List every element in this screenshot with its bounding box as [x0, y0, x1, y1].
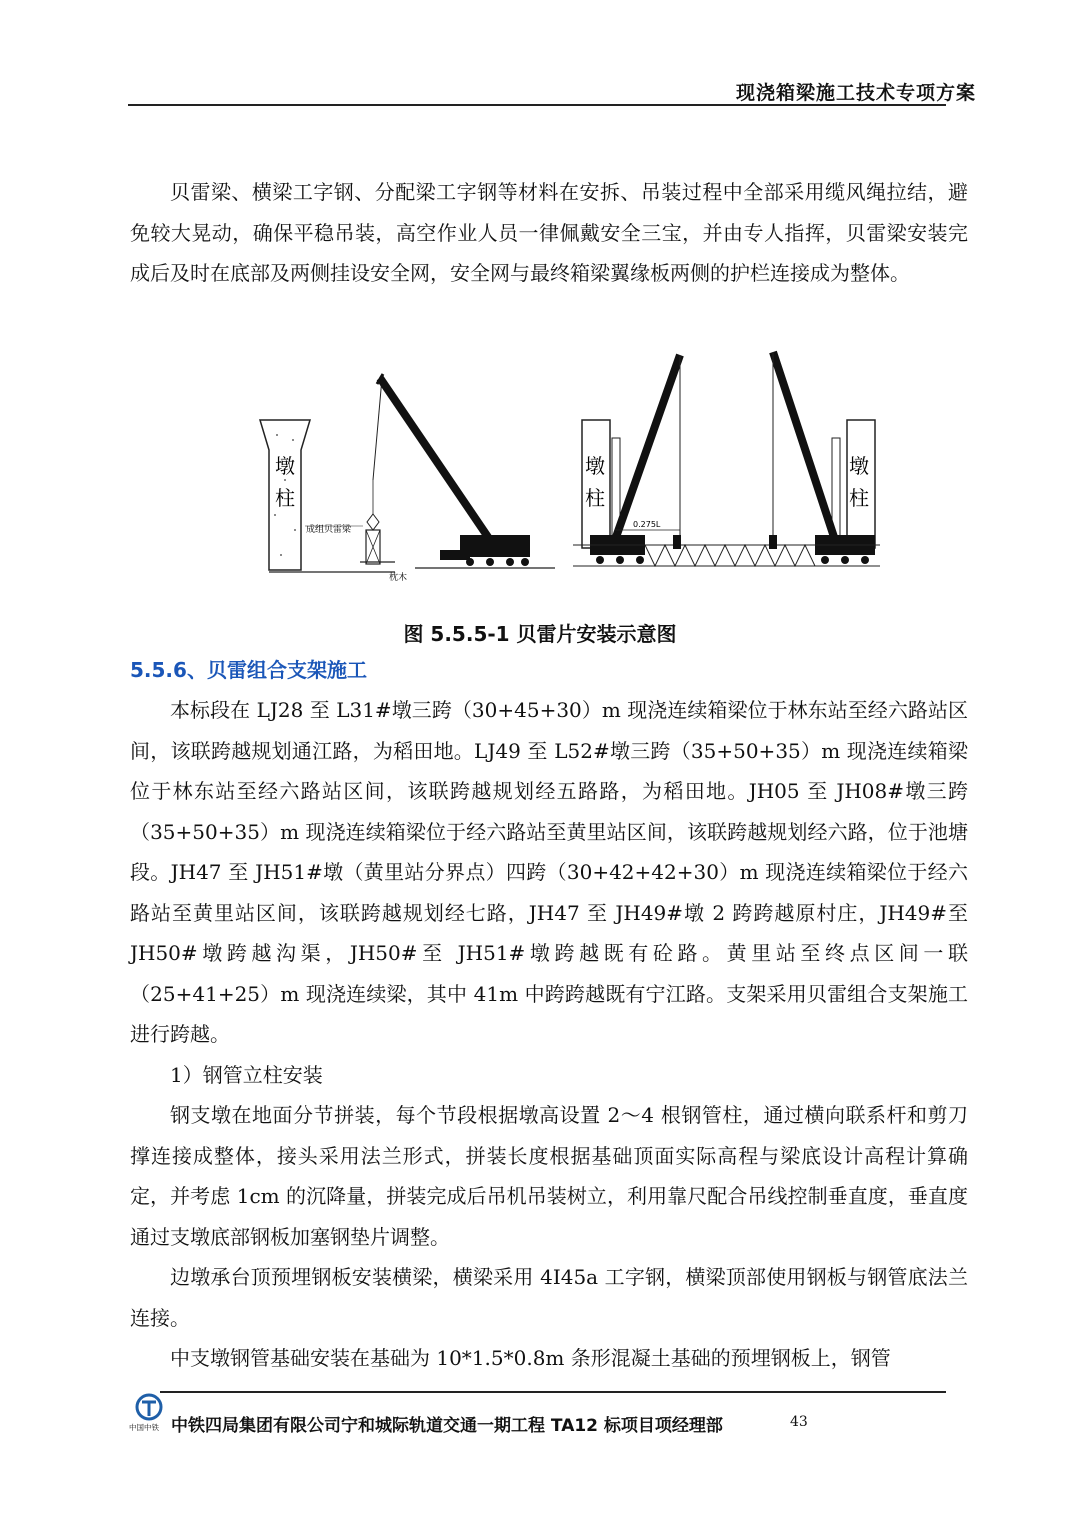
section-body — [130, 690, 968, 1379]
figure-caption: 图 5.5.5-1 贝雷片安装示意图 — [403, 622, 677, 646]
right-pier — [847, 420, 875, 548]
header-divider — [128, 104, 946, 106]
company-logo — [128, 1392, 170, 1432]
mid-crane-boom — [615, 355, 680, 540]
intro-paragraph: 贝雷梁、横梁工字钢、分配梁工字钢等材料在安拆、吊装过程中全部采用缆风绳拉结，避免较大晃动，确保平稳吊装，高空作业人员一律佩戴安全三宝，并由专人指挥，贝雷梁安装完成后及时在底部及两侧挂设安全网，安全网与最终箱梁翼缘板两侧的护栏连接成为整体。 — [130, 180, 968, 285]
mid-pier-label-2: 柱 — [585, 486, 605, 510]
sleeper-label: 枕木 — [389, 573, 408, 583]
logo-text: 中国中铁 — [129, 1423, 159, 1432]
left-crane-boom — [380, 378, 490, 540]
mid-pier-label-1: 墩 — [585, 454, 605, 478]
hoist-cable — [373, 378, 382, 480]
right-pier-label-1: 墩 — [849, 454, 869, 478]
assembled-beam-label: 成组贝雷梁 — [306, 525, 352, 535]
section-paragraph-4: 中支墩钢管基础安装在基础为 10*1.5*0.8m 条形混凝土基础的预埋钢板上，钢管 — [170, 1346, 891, 1370]
left-crane-body — [460, 535, 530, 557]
section-paragraph-3: 边墩承台顶预埋钢板安装横梁，横梁采用 4I45a 工字钢，横梁顶部使用钢板与钢管底法兰连接。 — [130, 1265, 968, 1330]
mid-pier — [582, 420, 610, 548]
header-title: 现浇箱梁施工技术专项方案 — [735, 82, 976, 104]
footer-company-name: 中铁四局集团有限公司宁和城际轨道交通一期工程 TA12 标项目项经理部 — [171, 1416, 723, 1436]
intro-block — [130, 172, 968, 294]
page-number: 43 — [790, 1414, 808, 1430]
footer-divider — [160, 1391, 946, 1393]
section-heading: 5.5.6、贝雷组合支架施工 — [130, 658, 367, 682]
distance-label: 0.275L — [633, 520, 661, 529]
section-subheading-1: 1）钢管立柱安装 — [170, 1062, 323, 1087]
section-paragraph-2: 钢支墩在地面分节拼装，每个节段根据墩高设置 2～4 根钢管柱，通过横向联系杆和剪刀撑连接成整体，接头采用法兰形式，拼装长度根据基础顶面实际高程与梁底设计高程计算确定，并考虑 1cm 的沉降量，拼装完成后吊机吊装树立，利用靠尺配合吊线控制垂直度，垂直度通过支墩底部钢板加塞钢垫片调整。 — [130, 1103, 968, 1249]
right-pier-label-2: 柱 — [849, 486, 869, 510]
left-pier-label-1: 墩 — [275, 454, 295, 478]
right-crane-boom — [773, 352, 835, 540]
left-pier-label-2: 柱 — [275, 486, 295, 510]
bailey-installation-diagram — [255, 340, 895, 605]
section-paragraph-1: 本标段在 LJ28 至 L31#墩三跨（30+45+30）m 现浇连续箱梁位于林东站至经六路站区间，该联跨越规划通江路，为稻田地。LJ49 至 L52#墩三跨（35+50+35）m 现浇连续箱梁位于林东站至经六路站区间，该联跨越规划经五路路，为稻田地。JH05 至 JH08#墩三跨（35+50+35）m 现浇连续箱梁位于经六路站至黄里站区间，该联跨越规划经六路，位于池塘段。JH47 至 JH51#墩（黄里站分界点）四跨（30+42+42+30）m 现浇连续箱梁位于经六路站至黄里站区间，该联跨越规划经七路，JH47 至 JH49#墩 2 跨跨越原村庄，JH49#至 JH50#墩跨越沟渠，JH50#至 JH51#墩跨越既有砼路。黄里站至终点区间一联（25+41+25）m 现浇连续梁，其中 41m 中跨跨越既有宁江路。支架采用贝雷组合支架施工进行跨越。 — [130, 698, 968, 1046]
